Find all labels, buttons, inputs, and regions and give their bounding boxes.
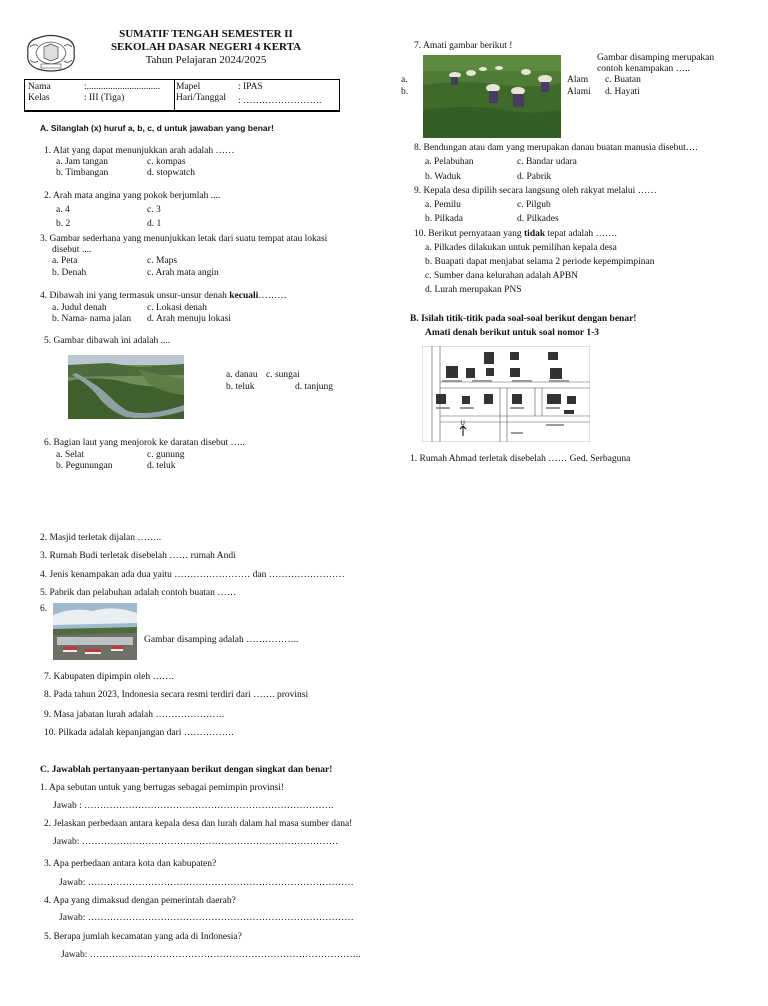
option-a5-a[interactable]: a. danau xyxy=(226,370,258,380)
school-logo xyxy=(24,33,78,73)
question-a8: 8. Bendungan atau dam yang merupakan danau buatan manusia disebut…. xyxy=(414,143,698,153)
answer-c4[interactable]: Jawab: ………………………………………………………………………… xyxy=(59,913,354,923)
option-a7-b[interactable]: Alami xyxy=(567,87,591,97)
option-a3-a[interactable]: a. Peta xyxy=(52,256,78,266)
option-a9-d[interactable]: d. Pilkades xyxy=(517,214,559,224)
option-a4-d[interactable]: d. Arah menuju lokasi xyxy=(147,314,231,324)
question-b1: 1. Rumah Ahmad terletak disebelah …… Ged. Serbaguna xyxy=(410,454,631,464)
option-a7-b-letter: b. xyxy=(401,87,409,97)
option-a10-a[interactable]: a. Pilkades dilakukan untuk pemilihan kepala desa xyxy=(425,243,617,253)
option-a1-a[interactable]: a. Jam tangan xyxy=(56,157,108,167)
option-a8-a[interactable]: a. Pelabuhan xyxy=(425,157,474,167)
question-b8: 8. Pada tahun 2023, Indonesia secara resmi terdiri dari ……. provinsi xyxy=(44,690,309,700)
identity-box xyxy=(24,79,340,112)
option-a2-d[interactable]: d. 1 xyxy=(147,219,162,229)
q7-desc-1: Gambar disamping merupakan xyxy=(597,53,715,63)
question-a1: 1. Alat yang dapat menunjukkan arah adalah …… xyxy=(44,146,235,156)
kelas-label: Kelas xyxy=(28,93,50,103)
nama-label: Nama xyxy=(28,82,51,92)
option-a2-a[interactable]: a. 4 xyxy=(56,205,70,215)
tea-plantation-photo xyxy=(423,55,561,138)
question-a10: 10. Berikut pernyataan yang tidak tepat adalah ……. xyxy=(414,229,617,239)
question-b4: 4. Jenis kenampakan ada dua yaitu …………………… dan …………………… xyxy=(40,570,345,580)
option-a3-c[interactable]: c. Maps xyxy=(147,256,178,266)
option-a4-a[interactable]: a. Judul denah xyxy=(52,303,107,313)
question-c2: 2. Jelaskan perbedaan antara kepala desa dan lurah dalam hal masa sumber dana! xyxy=(44,819,353,829)
nama-field[interactable]: :............................... xyxy=(84,82,161,92)
option-a2-c[interactable]: c. 3 xyxy=(147,205,161,215)
q7-desc-2: contoh kenampakan ….. xyxy=(597,64,690,74)
option-a7-a-letter: a. xyxy=(401,75,408,85)
section-b-subtitle: Amati denah berikut untuk soal nomor 1-3 xyxy=(425,328,600,338)
academic-year: Tahun Pelajaran 2024/2025 xyxy=(145,54,267,66)
answer-c5[interactable]: Jawab: ………………………………………………………………………….. xyxy=(61,950,361,960)
question-a2: 2. Arah mata angina yang pokok berjumlah .... xyxy=(44,191,221,201)
neighborhood-map xyxy=(422,346,590,442)
question-c4: 4. Apa yang dimaksud dengan pemerintah daerah? xyxy=(44,896,236,906)
option-a9-a[interactable]: a. Pemilu xyxy=(425,200,461,210)
section-a-title: A. Silanglah (x) huruf a, b, c, d untuk jawaban yang benar! xyxy=(40,123,274,133)
option-a7-d[interactable]: d. Hayati xyxy=(605,87,640,97)
question-a5: 5. Gambar dibawah ini adalah .... xyxy=(44,336,171,346)
option-a4-c[interactable]: c. Lokasi denah xyxy=(147,303,207,313)
option-a3-d[interactable]: c. Arah mata angin xyxy=(147,268,219,278)
river-photo xyxy=(68,355,184,419)
question-b7: 7. Kabupaten dipimpin oleh ……. xyxy=(44,672,174,682)
question-b9: 9. Masa jabatan lurah adalah …………………. xyxy=(44,710,225,720)
option-a5-c[interactable]: c. sungai xyxy=(266,370,300,380)
question-b10: 10. Pilkada adalah kepanjangan dari ……………. xyxy=(44,728,234,738)
kelas-value: : III (Tiga) xyxy=(84,93,125,103)
question-b3: 3. Rumah Budi terletak disebelah …… rumah Andi xyxy=(40,551,236,561)
option-a1-d[interactable]: d. stopwatch xyxy=(147,168,196,178)
question-a3-cont: disebut .... xyxy=(52,245,92,255)
question-a4: 4. Dibawah ini yang termasuk unsur-unsur denah kecuali……… xyxy=(40,291,287,301)
option-a7-a[interactable]: Alam xyxy=(567,75,589,85)
answer-c2[interactable]: Jawab: ……………………………………………………………………… xyxy=(53,837,339,847)
question-c5: 5. Berapa jumlah kecamatan yang ada di Indonesia? xyxy=(44,932,242,942)
exam-title: SUMATIF TENGAH SEMESTER II xyxy=(119,28,293,40)
option-a10-d[interactable]: d. Lurah merupakan PNS xyxy=(425,285,522,295)
option-a8-c[interactable]: c. Bandar udara xyxy=(517,157,577,167)
option-a8-d[interactable]: d. Pabrik xyxy=(517,172,552,182)
option-a1-b[interactable]: b. Timbangan xyxy=(56,168,109,178)
answer-c3[interactable]: Jawab: ………………………………………………………………………… xyxy=(59,878,354,888)
option-a6-c[interactable]: c. gunung xyxy=(147,450,185,460)
q6-caption: Gambar disamping adalah …………….. xyxy=(144,635,299,645)
option-a3-b[interactable]: b. Denah xyxy=(52,268,87,278)
question-a7: 7. Amati gambar berikut ! xyxy=(414,41,513,51)
section-b-title: B. Isilah titik-titik pada soal-soal berikut dengan benar! xyxy=(410,314,637,324)
question-a9: 9. Kepala desa dipilih secara langsung oleh rakyat melalui …… xyxy=(414,186,657,196)
question-a3: 3. Gambar sederhana yang menunjukkan letak dari suatu tempat atau lokasi xyxy=(40,234,328,244)
question-b2: 2. Masjid terletak dijalan …….. xyxy=(40,533,162,543)
map-north-label: U xyxy=(460,421,465,427)
option-a2-b[interactable]: b. 2 xyxy=(56,219,71,229)
option-a6-d[interactable]: d. teluk xyxy=(147,461,176,471)
option-a5-b[interactable]: b. teluk xyxy=(226,382,255,392)
school-name: SEKOLAH DASAR NEGERI 4 KERTA xyxy=(110,41,302,53)
mapel-value: : IPAS xyxy=(238,82,263,92)
hari-field[interactable]: : ……………………. xyxy=(238,96,322,106)
option-a1-c[interactable]: c. kompas xyxy=(147,157,186,167)
option-a10-c[interactable]: c. Sumber dana kelurahan adalah APBN xyxy=(425,271,579,281)
question-c3: 3. Apa perbedaan antara kota dan kabupaten? xyxy=(44,859,217,869)
airport-photo xyxy=(53,603,137,660)
option-a9-b[interactable]: b. Pilkada xyxy=(425,214,463,224)
option-a9-c[interactable]: c. Pilgub xyxy=(517,200,551,210)
option-a8-b[interactable]: b. Waduk xyxy=(425,172,462,182)
question-b6: 6. xyxy=(40,604,48,614)
option-a10-b[interactable]: b. Buapati dapat menjabat selama 2 periode kepempimpinan xyxy=(425,257,655,267)
question-c1: 1. Apa sebutan untuk yang bertugas sebagai pemimpin provinsi! xyxy=(40,783,285,793)
hari-label: Hari/Tanggal xyxy=(176,93,226,103)
mapel-label: Mapel xyxy=(176,82,201,92)
option-a5-d[interactable]: d. tanjung xyxy=(295,382,333,392)
option-a6-a[interactable]: a. Selat xyxy=(56,450,84,460)
answer-c1[interactable]: Jawab : ……………………………………………………………………. xyxy=(53,801,334,811)
option-a6-b[interactable]: b. Pegunungan xyxy=(56,461,113,471)
question-a6: 6. Bagian laut yang menjorok ke daratan disebut ….. xyxy=(44,438,245,448)
section-c-title: C. Jawablah pertanyaan-pertanyaan berikut dengan singkat dan benar! xyxy=(40,765,333,775)
option-a7-c[interactable]: c. Buatan xyxy=(605,75,641,85)
option-a4-b[interactable]: b. Nama- nama jalan xyxy=(52,314,132,324)
question-b5: 5. Pabrik dan pelabuhan adalah contoh buatan …… xyxy=(40,588,237,598)
